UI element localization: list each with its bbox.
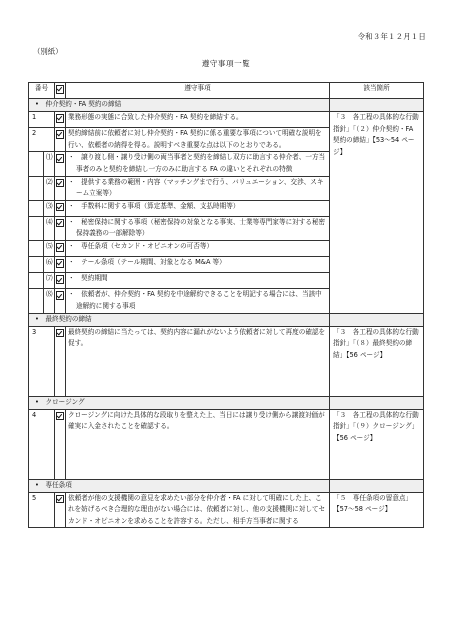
row-number: ⑹ — [44, 257, 55, 273]
row-number: ⑶ — [44, 200, 55, 216]
checkbox-icon[interactable] — [56, 329, 65, 338]
checkbox-icon — [56, 85, 65, 94]
row-text: 業務形態の実態に合致した仲介契約・FA 契約を締結する。 — [66, 112, 330, 128]
row-number: ⑷ — [44, 216, 55, 240]
checkbox-icon[interactable] — [56, 203, 65, 212]
row-number: 1 — [29, 112, 55, 128]
table-row — [29, 409, 424, 479]
row-text: ・ 専任条項（セカンド・オピニオンの可否等） — [66, 241, 330, 257]
row-text: ・ 契約期間 — [66, 273, 330, 289]
checkbox-icon[interactable] — [56, 291, 65, 300]
row-reference: 「３ 各工程の具体的な行動指針」「（２）仲介契約・FA 契約の締結」【53～54 ページ】 — [330, 112, 424, 313]
header-reference: 該当箇所 — [330, 83, 424, 99]
section-title: クロージング — [45, 397, 85, 406]
document-date: 令和３年１２月１日 — [357, 32, 426, 41]
section-row: • 仲介契約・FA 契約の締結 — [29, 99, 424, 112]
row-number: 2 — [29, 128, 55, 152]
row-text: ・ 依頼者が、仲介契約・FA 契約を中途解約できることを明記する場合には、当該中途解約に関する事項 — [66, 289, 330, 313]
row-number: ⑺ — [44, 273, 55, 289]
annex-label: （別紙） — [33, 47, 63, 56]
table-row — [29, 492, 424, 528]
section-row: • 専任条項 — [29, 479, 424, 492]
row-text: ・ 提供する業務の範囲・内容（マッチングまで行う、バリュエーション、交渉、スキーム立案等） — [66, 176, 330, 200]
row-reference: 「５ 専任条項の留意点」【57～58 ページ】 — [330, 492, 424, 528]
section-row: • クロージング — [29, 396, 424, 409]
section-title: 仲介契約・FA 契約の締結 — [45, 100, 122, 109]
checkbox-icon[interactable] — [56, 114, 65, 123]
checkbox-icon[interactable] — [56, 495, 65, 504]
row-text: 契約締結前に依頼者に対し仲介契約・FA 契約に係る重要な事項について明確な説明を行い、依頼者の納得を得る。説明すべき重要な点は以下のとおりである。 — [66, 128, 330, 152]
row-reference: 「３ 各工程の具体的な行動指針」「（９）クロージング」【56 ページ】 — [330, 409, 424, 479]
checkbox-icon[interactable] — [56, 154, 65, 163]
row-text: クロージングに向けた具体的な段取りを整えた上、当日には譲り受け側から譲渡対価が確実に入金されたことを確認する。 — [66, 409, 330, 479]
row-number: ⑸ — [44, 241, 55, 257]
section-row: • 最終契約の締結 — [29, 313, 424, 326]
row-reference: 「３ 各工程の具体的な行動指針」「（８）最終契約の締結」【56 ページ】 — [330, 326, 424, 396]
header-number: 番号 — [29, 83, 55, 99]
checkbox-icon[interactable] — [56, 130, 65, 139]
row-number: 4 — [29, 409, 55, 479]
section-title: 最終契約の締結 — [45, 314, 92, 323]
row-text: 依頼者が他の支援機関の意見を求めたい部分を仲介者・FA に対して明確にした上、これを妨げるべき合理的な理由がない場合には、依頼者に対し、他の支援機関に対してセカンド・オピニオンを求めることを許容する。ただし、相手方当事者に関する — [66, 492, 330, 528]
row-text: ・ 譲り渡し側・譲り受け側の両当事者と契約を締結し双方に助言する仲介者、一方当事者のみと契約を締結し一方のみに助言する FA の違いとそれぞれの特徴 — [66, 152, 330, 176]
checkbox-icon[interactable] — [56, 259, 65, 268]
checkbox-icon[interactable] — [56, 219, 65, 228]
table-row — [29, 112, 424, 128]
row-number: ⑻ — [44, 289, 55, 313]
document-title: 遵守事項一覧 — [201, 59, 251, 68]
checkbox-icon[interactable] — [56, 275, 65, 284]
header-check — [55, 83, 66, 99]
row-text: ・ 秘密保持に関する事項（秘密保持の対象となる事実、士業等専門家等に対する秘密保持義務の一部解除等） — [66, 216, 330, 240]
row-text: 最終契約の締結に当たっては、契約内容に漏れがないよう依頼者に対して再度の確認を促す。 — [66, 326, 330, 396]
row-text: ・ テール条項（テール期間、対象となる M&A 等） — [66, 257, 330, 273]
compliance-table — [28, 82, 424, 528]
row-number: 3 — [29, 326, 55, 396]
row-number: 5 — [29, 492, 55, 528]
checkbox-icon[interactable] — [56, 412, 65, 421]
checkbox-icon[interactable] — [56, 243, 65, 252]
table-header-row — [29, 83, 424, 99]
row-text: ・ 手数料に関する事項（算定基準、金額、支払時期等） — [66, 200, 330, 216]
section-title: 専任条項 — [45, 480, 72, 489]
table-row — [29, 326, 424, 396]
checkbox-icon[interactable] — [56, 179, 65, 188]
row-number: ⑴ — [44, 152, 55, 176]
row-number: ⑵ — [44, 176, 55, 200]
header-requirement: 遵守事項 — [66, 83, 330, 99]
